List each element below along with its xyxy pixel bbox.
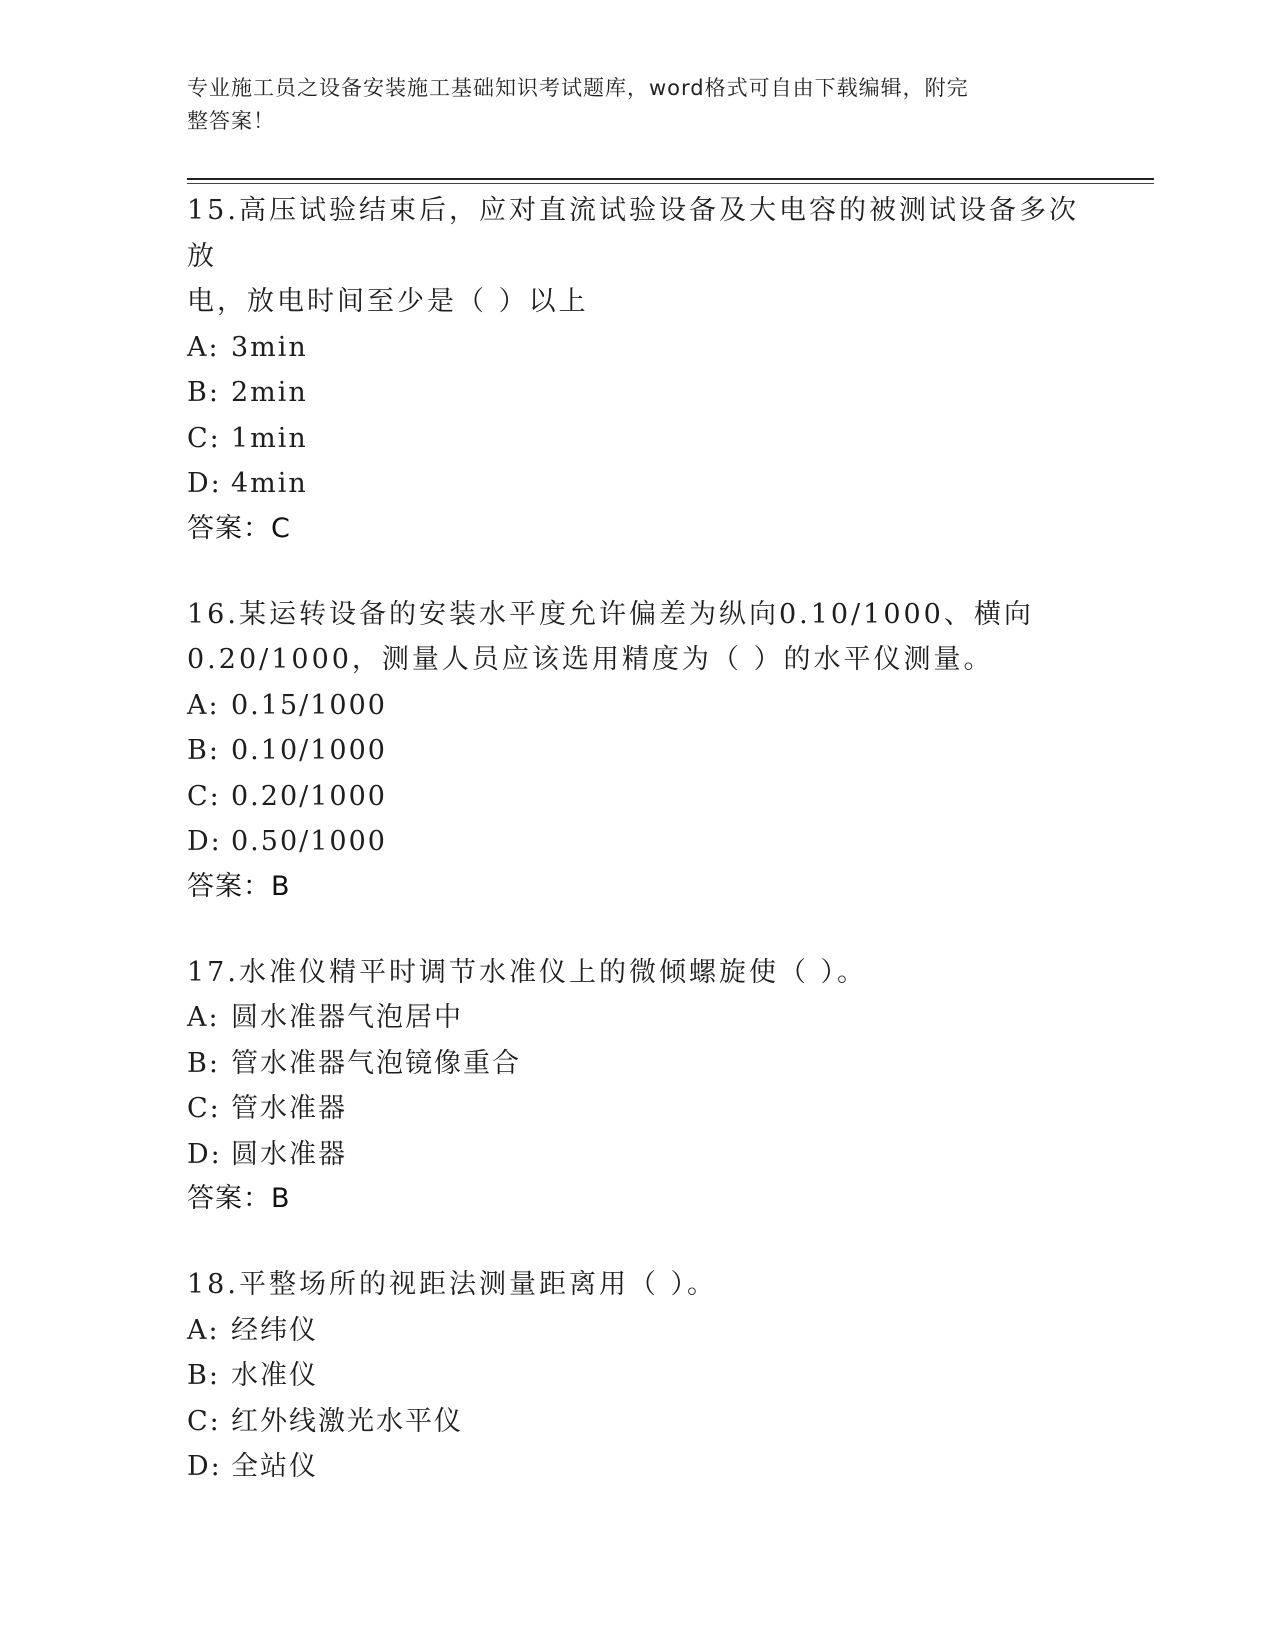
- option-a: [187, 683, 1087, 729]
- question-stem: [187, 950, 1087, 996]
- option-letter: D:: [187, 1451, 222, 1482]
- answer-line: 答案：B: [187, 1183, 291, 1214]
- question-stem: [187, 1262, 1087, 1308]
- question-stem-line-1: 18.平整场所的视距法测量距离用（ ）。: [187, 1269, 718, 1300]
- option-letter: D:: [187, 468, 222, 499]
- option-d: [187, 819, 1087, 865]
- document-header: [187, 72, 1067, 138]
- option-text: 2min: [231, 377, 308, 408]
- question-stem-line-2: 0.20/1000，测量人员应该选用精度为（ ）的水平仪测量。: [187, 644, 994, 675]
- option-letter: B:: [187, 735, 220, 766]
- option-text: 管水准器气泡镜像重合: [231, 1047, 521, 1079]
- option-text: 红外线激光水平仪: [231, 1405, 463, 1437]
- option-d: [187, 1444, 1087, 1490]
- option-letter: B:: [187, 1360, 220, 1391]
- question-18: [187, 1262, 1087, 1490]
- option-b: [187, 728, 1087, 774]
- option-text: 3min: [231, 331, 308, 363]
- option-text: 管水准器: [231, 1093, 347, 1124]
- header-divider-thin: [187, 183, 1154, 184]
- option-text: 4min: [231, 468, 308, 499]
- option-c: [187, 1399, 1087, 1445]
- option-letter: D:: [187, 1138, 222, 1170]
- option-text: 全站仪: [231, 1451, 318, 1482]
- option-letter: C:: [187, 422, 221, 454]
- question-stem-line-1: 15.高压试验结束后，应对直流试验设备及大电容的被测试设备多次放: [187, 195, 1079, 272]
- option-text: 0.20/1000: [231, 780, 387, 812]
- question-15: [187, 188, 1087, 551]
- option-a: [187, 325, 1087, 371]
- question-17: [187, 950, 1087, 1222]
- option-letter: B:: [187, 377, 220, 408]
- option-c: [187, 416, 1087, 462]
- option-letter: C:: [187, 780, 221, 812]
- option-letter: A:: [187, 1002, 220, 1033]
- question-stem-line-1: 16.某运转设备的安装水平度允许偏差为纵向0.10/1000、横向: [187, 598, 1034, 630]
- option-text: 圆水准器: [231, 1138, 347, 1170]
- option-letter: B:: [187, 1047, 220, 1079]
- header-divider-thick: [187, 178, 1154, 180]
- option-text: 0.10/1000: [231, 735, 387, 766]
- option-b: [187, 1041, 1087, 1087]
- option-text: 经纬仪: [231, 1314, 318, 1346]
- answer-line: 答案：C: [187, 512, 291, 544]
- question-stem: [187, 592, 1087, 683]
- option-letter: C:: [187, 1405, 221, 1437]
- option-letter: A:: [187, 1314, 220, 1346]
- option-text: 1min: [231, 422, 308, 454]
- option-d: [187, 1132, 1087, 1178]
- option-c: [187, 774, 1087, 820]
- option-text: 0.15/1000: [231, 689, 387, 721]
- question-stem-line-2: 电，放电时间至少是（ ）以上: [187, 286, 589, 317]
- header-line-1: 专业施工员之设备安装施工基础知识考试题库，word格式可自由下载编辑，附完: [187, 76, 969, 100]
- question-stem-line-1: 17.水准仪精平时调节水准仪上的微倾螺旋使（ ）。: [187, 956, 868, 988]
- option-letter: A:: [187, 689, 220, 721]
- option-b: [187, 1353, 1087, 1399]
- option-text: 圆水准器气泡居中: [231, 1002, 463, 1033]
- option-letter: C:: [187, 1093, 221, 1124]
- question-list: [187, 188, 1087, 1531]
- option-text: 0.50/1000: [231, 826, 387, 857]
- option-c: [187, 1086, 1087, 1132]
- header-line-2: 整答案！: [187, 109, 275, 133]
- option-letter: A:: [187, 331, 220, 363]
- option-text: 水准仪: [231, 1360, 318, 1391]
- option-a: [187, 1308, 1087, 1354]
- question-stem: [187, 188, 1087, 325]
- option-d: [187, 461, 1087, 507]
- option-letter: D:: [187, 826, 222, 857]
- question-16: [187, 592, 1087, 909]
- answer-line: 答案：B: [187, 870, 291, 902]
- option-a: [187, 995, 1087, 1041]
- option-b: [187, 370, 1087, 416]
